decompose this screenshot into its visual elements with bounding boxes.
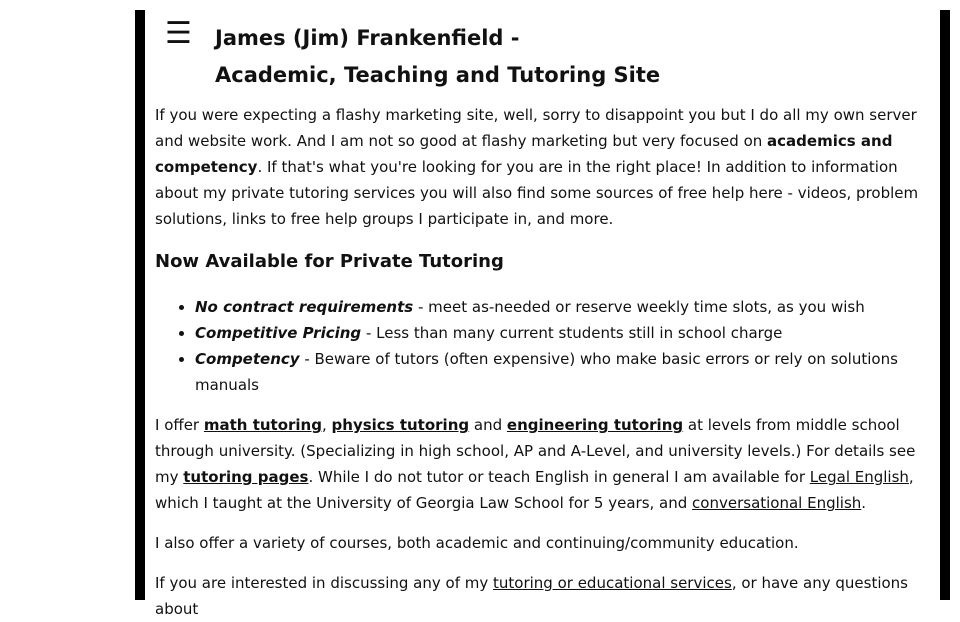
list-item [195, 320, 928, 346]
list-item [195, 294, 928, 320]
contact-paragraph [155, 570, 928, 622]
offer-text: and [469, 416, 507, 434]
offer-text: , [321, 416, 332, 434]
feature-label: No contract requirements [195, 298, 414, 316]
offer-paragraph [155, 412, 928, 516]
intro-text-2: . If that's what you're looking for you are in the right place! In addition to information about my private tutoring services you will also find some sources of free help here - videos, problem solutions, links to free help groups I participate in, and more. [155, 158, 919, 228]
physics-tutoring-link[interactable]: physics tutoring [331, 416, 470, 434]
feature-text: - Beware of tutors (often expensive) who make basic errors or rely on solutions manuals [195, 350, 898, 394]
feature-text: - Less than many current students still in school charge [361, 324, 783, 342]
feature-label: Competency [195, 350, 300, 368]
offer-text: . While I do not tutor or teach English in general I am available for [308, 468, 810, 486]
intro-paragraph [155, 102, 928, 232]
offer-text: . [861, 494, 867, 512]
hamburger-menu-icon[interactable]: ☰ [165, 16, 192, 51]
tutoring-pages-link[interactable]: tutoring pages [183, 468, 309, 486]
offer-text: I offer [155, 416, 204, 434]
intro-bold-text: academics and competency [155, 132, 893, 176]
tutoring-features-list [155, 294, 928, 398]
tutoring-heading: Now Available for Private Tutoring [155, 251, 504, 272]
contact-text: , or have any questions about [155, 574, 908, 618]
engineering-tutoring-link[interactable]: engineering tutoring [506, 416, 684, 434]
courses-paragraph: I also offer a variety of courses, both academic and continuing/community education. [155, 534, 799, 552]
site-header [155, 10, 928, 102]
page-title-line-1: James (Jim) Frankenfield - [215, 26, 520, 50]
page-title [215, 20, 660, 94]
main-content [145, 10, 940, 618]
conversational-english-link[interactable]: conversational English [692, 494, 862, 512]
contact-text: If you are interested in discussing any of my [155, 574, 494, 592]
educational-services-link[interactable]: tutoring or educational services [493, 574, 732, 592]
feature-text: - meet as-needed or reserve weekly time slots, as you wish [413, 298, 865, 316]
offer-text: at levels from middle school through university. (Specializing in high school, AP and A-Level, and university levels.) For details see my [155, 416, 916, 486]
math-tutoring-link[interactable]: math tutoring [203, 416, 322, 434]
page-title-line-2: Academic, Teaching and Tutoring Site [215, 63, 661, 87]
legal-english-link[interactable]: Legal English [809, 468, 909, 486]
list-item [195, 346, 928, 398]
offer-text: , which I taught at the University of Georgia Law School for 5 years, and [155, 468, 914, 512]
feature-label: Competitive Pricing [195, 324, 362, 342]
intro-text-1: If you were expecting a flashy marketing site, well, sorry to disappoint you but I do all my own server and website work. And I am not so good at flashy marketing but very focused on [155, 106, 917, 150]
